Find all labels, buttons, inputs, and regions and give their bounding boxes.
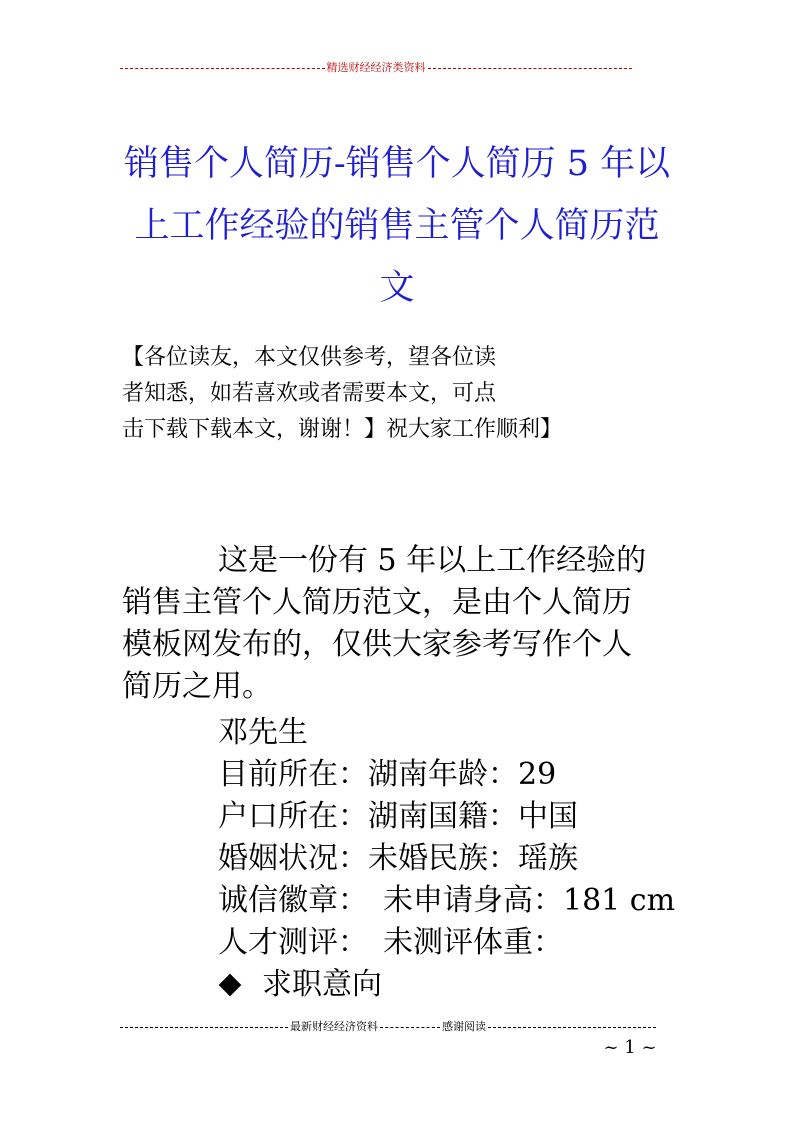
document-title [110,133,684,319]
footer-divider-right [488,1027,656,1028]
profile-name: 邓先生 [218,715,308,750]
profile-row: 人才测评： 未测评体重： [218,925,563,960]
title-line: 销售个人简历-销售个人简历 5 年以 [123,144,671,185]
profile-fields [218,712,698,1006]
title-line: 文 [379,268,415,309]
notice-line: 者知悉，如若喜欢或者需要本文，可点 [122,381,497,406]
page-number: ~ 1 ~ [603,1037,657,1058]
section-heading [218,964,698,1006]
profile-row: 婚姻状况：未婚民族：瑶族 [218,841,578,876]
header-divider-right [428,68,633,69]
footer-divider-left [120,1027,288,1028]
intro-line: 这是一份有 5 年以上工作经验的 [218,543,647,578]
title-line: 上工作经验的销售主管个人简历范 [134,206,660,247]
section-heading-label: 求职意向 [262,967,382,1002]
intro-line: 简历之用。 [122,669,272,704]
profile-row: 户口所在：湖南国籍：中国 [218,799,578,834]
notice-line: 【各位读友，本文仅供参考，望各位读 [122,345,497,370]
intro-paragraph [122,540,682,708]
intro-line: 销售主管个人简历范文，是由个人简历 [122,585,632,620]
diamond-bullet-icon [219,974,242,997]
reader-notice [122,340,642,448]
footer-left-label: 最新财经经济资料 [290,1020,378,1033]
intro-line: 模板网发布的，仅供大家参考写作个人 [122,627,632,662]
notice-line: 击下载下载本文，谢谢！】祝大家工作顺利】 [122,417,563,442]
footer-divider-middle [380,1027,440,1028]
page-footer [120,1020,656,1034]
profile-row: 目前所在：湖南年龄：29 [218,757,557,792]
page-header [120,61,632,75]
header-label: 精选财经经济类资料 [326,61,426,74]
footer-right-label: 感谢阅读 [442,1020,486,1033]
header-divider-left [120,68,325,69]
profile-row: 诚信徽章： 未申请身高：181 cm [218,883,676,918]
